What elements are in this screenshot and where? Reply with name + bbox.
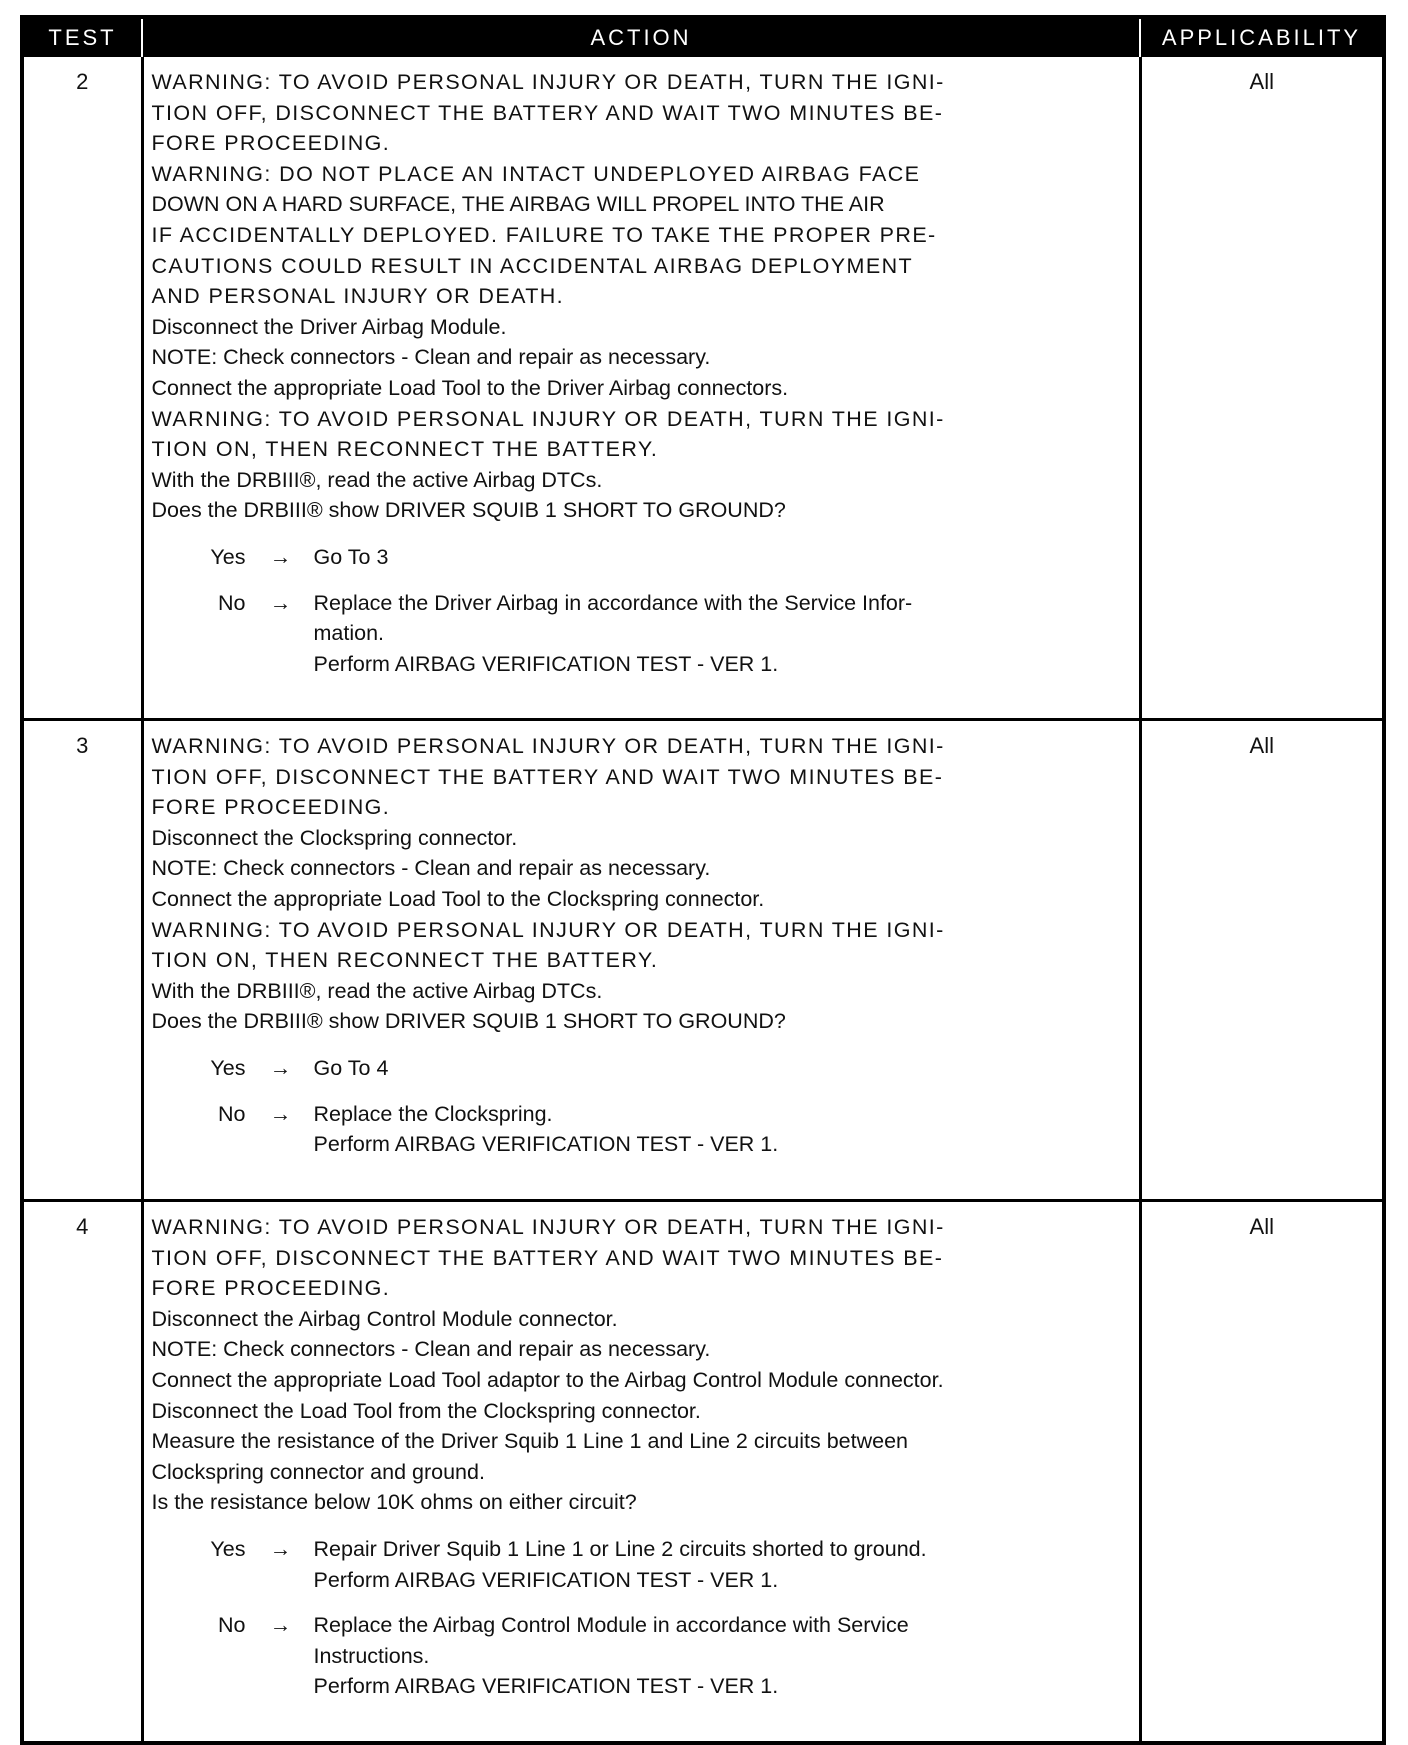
header-applicability: APPLICABILITY: [1140, 19, 1382, 57]
no-result: [306, 1099, 1131, 1160]
no-label: No: [218, 1613, 246, 1638]
test-row-2: [24, 57, 1382, 720]
test-number: 4: [24, 1201, 142, 1742]
result-line: Instructions.: [313, 1643, 430, 1668]
action-line: Is the resistance below 10K ohms on either circuit?: [151, 1490, 637, 1515]
result-line: Repair Driver Squib 1 Line 1 or Line 2 circuits shorted to ground.: [313, 1536, 927, 1561]
action-line: Does the DRBIII® show DRIVER SQUIB 1 SHORT TO GROUND?: [151, 498, 786, 523]
yes-branch: [152, 542, 1131, 573]
action-line: Disconnect the Load Tool from the Clockspring connector.: [151, 1398, 701, 1423]
action-line: TION OFF, DISCONNECT THE BATTERY AND WAIT TWO MINUTES BE-: [151, 100, 944, 125]
action-line: Clockspring connector and ground.: [151, 1459, 485, 1484]
arrow-right-icon: →: [269, 1536, 292, 1561]
test-table: [24, 19, 1382, 1741]
action-line: WARNING: TO AVOID PERSONAL INJURY OR DEATH, TURN THE IGNI-: [151, 1215, 945, 1239]
arrow-right-icon: →: [269, 1101, 292, 1126]
arrow-right-icon: →: [269, 1055, 292, 1080]
action-line: WARNING: TO AVOID PERSONAL INJURY OR DEATH, TURN THE IGNI-: [151, 70, 945, 94]
action-line: DOWN ON A HARD SURFACE, THE AIRBAG WILL PROPEL INTO THE AIR: [151, 192, 885, 217]
test-number: 3: [24, 720, 142, 1201]
no-branch: [152, 1610, 1131, 1702]
yes-result: [306, 1053, 1131, 1084]
yes-branch: [152, 1534, 1131, 1595]
applicability-cell: All: [1140, 1201, 1382, 1742]
yes-branch: [152, 1053, 1131, 1084]
result-line: Replace the Driver Airbag in accordance with the Service Infor-: [313, 590, 913, 615]
action-line: IF ACCIDENTALLY DEPLOYED. FAILURE TO TAKE THE PROPER PRE-: [151, 222, 937, 247]
action-text: [152, 1212, 1131, 1518]
action-line: With the DRBIII®, read the active Airbag DTCs.: [151, 978, 603, 1003]
action-line: Connect the appropriate Load Tool to the Driver Airbag connectors.: [151, 375, 789, 400]
action-cell: [142, 57, 1140, 720]
action-text: [152, 731, 1131, 1037]
no-branch: [152, 1099, 1131, 1160]
result-line: Go To 4: [313, 1055, 389, 1080]
yes-label: Yes: [210, 544, 246, 569]
action-line: CAUTIONS COULD RESULT IN ACCIDENTAL AIRBAG DEPLOYMENT: [151, 253, 914, 278]
yes-result: [306, 542, 1131, 573]
applicability-cell: All: [1140, 720, 1382, 1201]
arrow-right-icon: →: [269, 590, 292, 615]
action-line: Connect the appropriate Load Tool adaptor to the Airbag Control Module connector.: [151, 1367, 944, 1392]
test-row-4: [24, 1201, 1382, 1742]
result-line: Perform AIRBAG VERIFICATION TEST - VER 1.: [313, 651, 779, 676]
no-result: [306, 588, 1131, 680]
result-line: Perform AIRBAG VERIFICATION TEST - VER 1.: [313, 1674, 779, 1699]
action-cell: [142, 1201, 1140, 1742]
result-line: Perform AIRBAG VERIFICATION TEST - VER 1.: [313, 1567, 779, 1592]
result-line: Replace the Airbag Control Module in accordance with Service: [313, 1613, 909, 1638]
action-line: NOTE: Check connectors - Clean and repair as necessary.: [151, 1337, 711, 1362]
no-label: No: [218, 590, 246, 615]
action-line: TION ON, THEN RECONNECT THE BATTERY.: [151, 948, 659, 973]
result-line: Perform AIRBAG VERIFICATION TEST - VER 1.: [313, 1132, 779, 1157]
action-line: NOTE: Check connectors - Clean and repair as necessary.: [151, 345, 711, 370]
no-label: No: [218, 1101, 246, 1126]
action-line: FORE PROCEEDING.: [151, 795, 391, 820]
action-line: WARNING: TO AVOID PERSONAL INJURY OR DEATH, TURN THE IGNI-: [151, 917, 945, 942]
test-row-3: [24, 720, 1382, 1201]
diagnostic-test-table: [20, 15, 1386, 1745]
action-text: [152, 67, 1131, 526]
action-line: WARNING: TO AVOID PERSONAL INJURY OR DEATH, TURN THE IGNI-: [151, 734, 945, 758]
action-line: Does the DRBIII® show DRIVER SQUIB 1 SHORT TO GROUND?: [151, 1009, 786, 1034]
action-line: With the DRBIII®, read the active Airbag DTCs.: [151, 467, 603, 492]
action-line: Measure the resistance of the Driver Squib 1 Line 1 and Line 2 circuits between: [151, 1429, 909, 1454]
yes-result: [306, 1534, 1131, 1595]
action-line: WARNING: TO AVOID PERSONAL INJURY OR DEATH, TURN THE IGNI-: [151, 406, 945, 431]
table-header-row: [24, 19, 1382, 57]
action-line: NOTE: Check connectors - Clean and repair as necessary.: [151, 856, 711, 881]
action-line: FORE PROCEEDING.: [151, 131, 391, 156]
action-line: Disconnect the Airbag Control Module connector.: [151, 1306, 618, 1331]
header-action: ACTION: [142, 19, 1140, 57]
action-line: FORE PROCEEDING.: [151, 1276, 391, 1301]
result-line: Go To 3: [313, 544, 389, 569]
action-line: TION OFF, DISCONNECT THE BATTERY AND WAIT TWO MINUTES BE-: [151, 764, 944, 789]
applicability-cell: All: [1140, 57, 1382, 720]
action-line: WARNING: DO NOT PLACE AN INTACT UNDEPLOYED AIRBAG FACE: [151, 161, 921, 186]
test-number: 2: [24, 57, 142, 720]
result-line: mation.: [313, 621, 385, 646]
yes-label: Yes: [210, 1536, 246, 1561]
action-line: AND PERSONAL INJURY OR DEATH.: [151, 284, 565, 309]
no-branch: [152, 588, 1131, 680]
action-cell: [142, 720, 1140, 1201]
action-line: Connect the appropriate Load Tool to the Clockspring connector.: [151, 886, 765, 911]
yes-label: Yes: [210, 1055, 246, 1080]
action-line: TION OFF, DISCONNECT THE BATTERY AND WAIT TWO MINUTES BE-: [151, 1245, 944, 1270]
action-line: Disconnect the Clockspring connector.: [151, 825, 518, 850]
action-line: TION ON, THEN RECONNECT THE BATTERY.: [151, 437, 659, 462]
arrow-right-icon: →: [269, 544, 292, 569]
header-test: TEST: [24, 19, 142, 57]
no-result: [306, 1610, 1131, 1702]
arrow-right-icon: →: [269, 1613, 292, 1638]
result-line: Replace the Clockspring.: [313, 1101, 553, 1126]
action-line: Disconnect the Driver Airbag Module.: [151, 314, 507, 339]
